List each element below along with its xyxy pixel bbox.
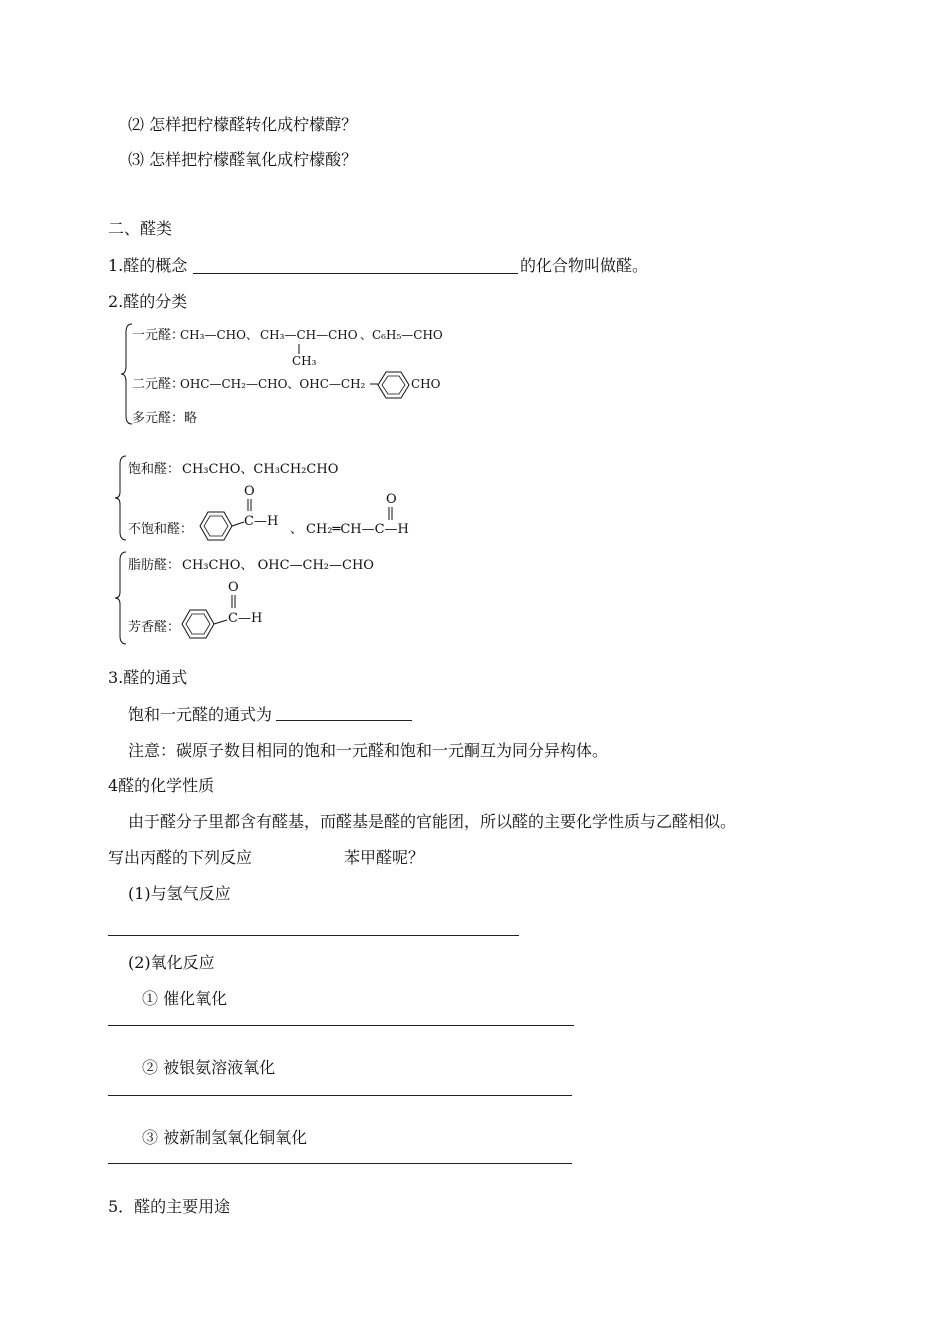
formula-note: 注意：碳原子数目相同的饱和一元醛和饱和一元酮互为同分异构体。 [128,741,609,760]
unsat-o2: O [386,492,397,507]
aliphatic-label: 脂肪醛： [128,558,181,573]
mono-formula-b-sub: CH₃ [292,354,317,368]
unsat-formula-2: CH₂═CH—C—H [306,522,409,537]
concept-blank[interactable] [193,273,518,274]
mono-formula-b: CH₃—CH—CHO [260,328,358,342]
question-3: ⑶ 怎样把柠檬醛氧化成柠檬酸？ [128,150,358,169]
concept-suffix: 的化合物叫做醛。 [520,256,649,275]
saturated-formula: CH₃CHO、CH₃CH₂CHO [182,462,339,477]
unsat-o1: O [244,484,255,499]
mono-formula-a: CH₃—CHO、 [180,328,258,342]
di-formula: OHC—CH₂—CHO、OHC—CH₂ [180,377,366,391]
concept-label: 1.醛的概念 [108,256,188,275]
chem-label: 4醛的化学性质 [108,776,215,795]
reaction-1: (1)与氢气反应 [128,884,231,903]
reaction-1-blank[interactable] [108,935,519,936]
arom-ch: C—H [228,611,263,626]
benzene-ring-icon [378,372,409,398]
unsat-ch1: C—H [244,514,279,529]
sub-reaction-2: ② 被银氨溶液氧化 [142,1058,276,1077]
section-heading: 二、醛类 [108,219,173,238]
aliphatic-formula: CH₃CHO、 OHC—CH₂—CHO [182,558,374,573]
di-formula-end: CHO [411,377,441,391]
mono-label: 一元醛： [132,328,185,343]
question-2: ⑵ 怎样把柠檬醛转化成柠檬醇？ [128,115,358,134]
uses-label: 5．醛的主要用途 [108,1197,231,1216]
classification-figure-3 [110,548,410,648]
formula-text: 饱和一元醛的通式为 [128,705,273,724]
formula-label: 3.醛的通式 [108,668,188,687]
aromatic-label: 芳香醛： [128,620,181,635]
unsat-sep: 、 [290,522,304,537]
sub-reaction-3-blank[interactable] [108,1163,572,1164]
benzene-ring-icon [182,610,214,638]
write-prompt: 写出丙醛的下列反应 [108,848,253,867]
chem-desc: 由于醛分子里都含有醛基，而醛基是醛的官能团，所以醛的主要化学性质与乙醛相似。 [128,812,737,831]
sub-reaction-2-blank[interactable] [108,1095,572,1096]
arom-o: O [228,580,239,595]
formula-blank[interactable] [276,720,412,721]
classification-figure-1 [118,318,458,430]
poly-label: 多元醛：略 [132,411,198,426]
classification-figure-2 [110,452,440,544]
unsaturated-label: 不饱和醛： [128,522,194,537]
sub-reaction-1-blank[interactable] [108,1025,574,1026]
sub-reaction-3: ③ 被新制氢氧化铜氧化 [142,1128,308,1147]
reaction-2: (2)氧化反应 [128,953,215,972]
benzene-ring-icon [200,512,232,540]
classification-label: 2.醛的分类 [108,292,188,311]
mono-formula-c: 、C₆H₅—CHO [360,328,443,342]
sub-reaction-1: ① 催化氧化 [142,989,228,1008]
saturated-label: 饱和醛： [128,462,181,477]
di-label: 二元醛： [132,377,185,392]
benzaldehyde-prompt: 苯甲醛呢？ [344,848,425,867]
